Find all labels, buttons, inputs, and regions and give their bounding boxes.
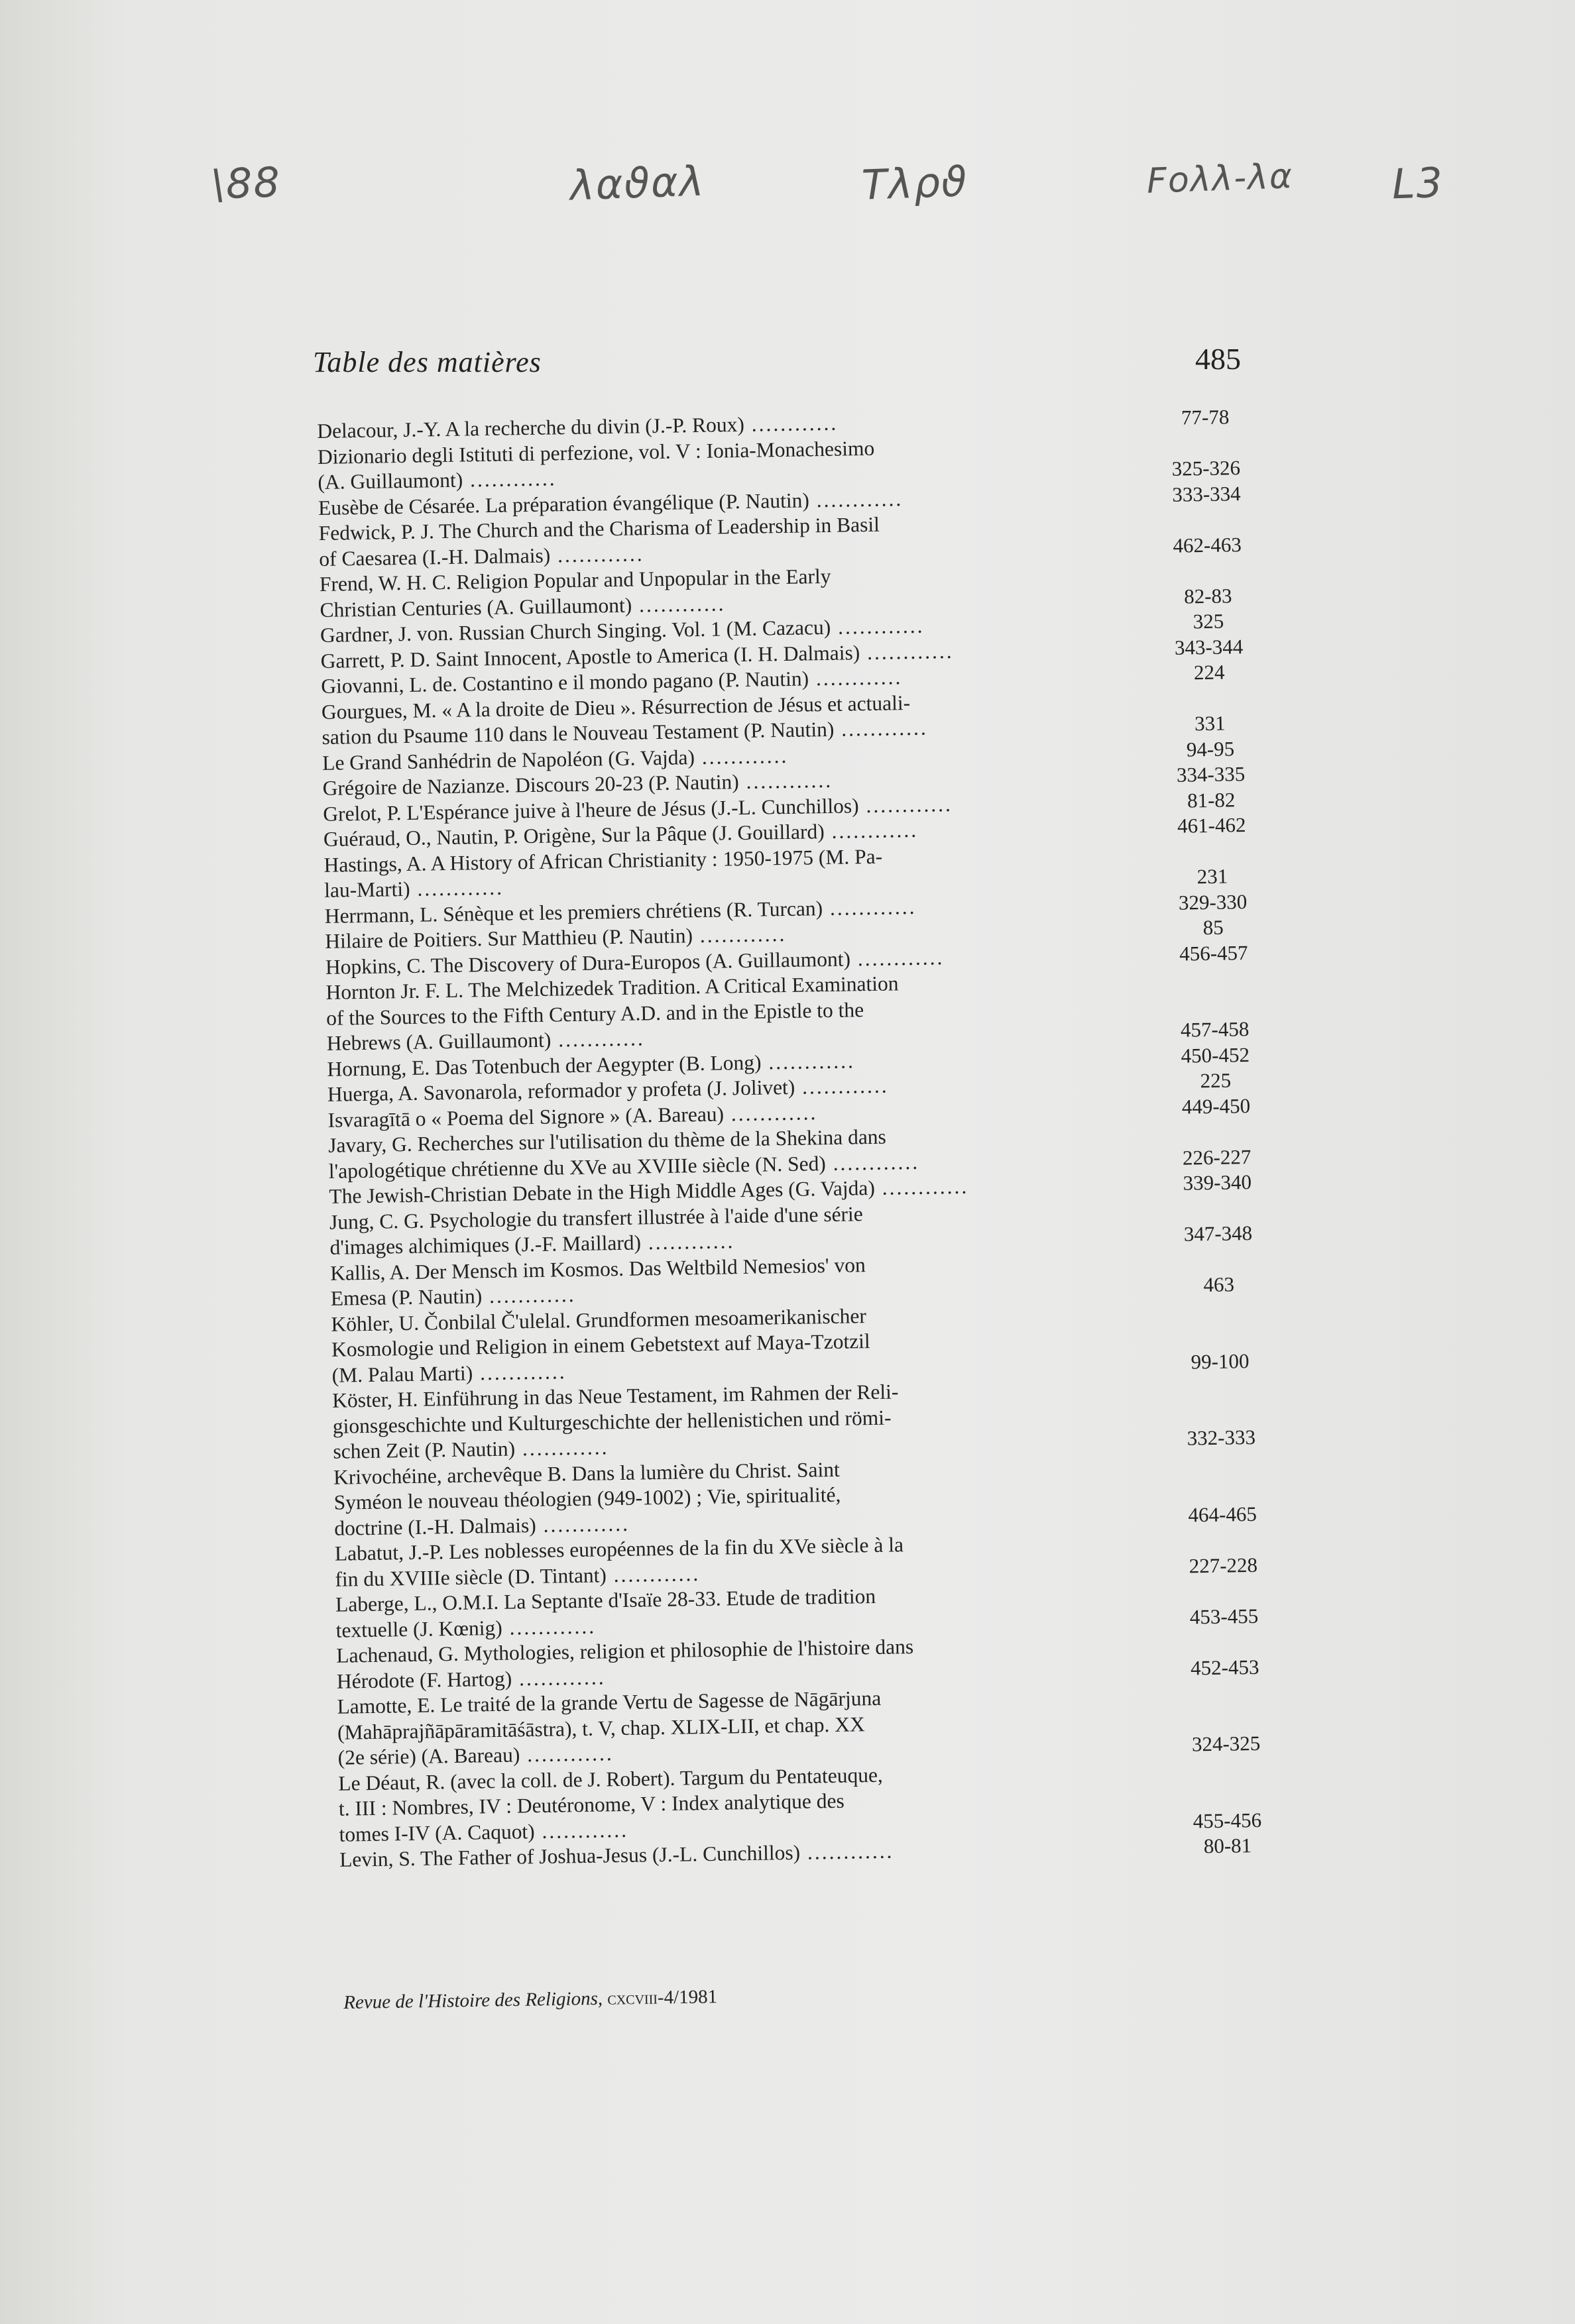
toc-entry-line: Guéraud, O., Nautin, P. Origène, Sur la Pâque (J. Gouillard) ............ [323,818,919,851]
dot-leader: ............ [606,1561,701,1586]
toc-entry-line: (A. Guillaumont) ............ [318,467,557,494]
toc-entry-text [325,967,1149,1056]
toc-entry-line: Le Grand Sanhédrin de Napoléon (G. Vajda) ............ [321,744,789,775]
dot-leader: ............ [794,1074,889,1099]
toc-entry-pages: 461-462 [1177,813,1246,838]
toc-entry-pages: 455-456 [1193,1808,1262,1832]
dot-leader: ............ [850,945,945,970]
toc-entry-text [337,1681,1160,1771]
dot-leader: ............ [809,486,904,512]
toc-entry [337,1679,1286,1771]
toc-entry-pages: 452-453 [1190,1655,1259,1680]
dot-leader: ............ [744,411,839,436]
toc-entry-line: (Mahāprajñāpāramitāśāstra), t. V, chap. XLIX-LII, et chap. XX [337,1712,865,1744]
toc-entry-pages: 463 [1203,1272,1235,1297]
toc-entry-line: doctrine (I.-H. Dalmais) ............ [334,1512,630,1540]
toc-entry-line: Frend, W. H. C. Religion Popular and Unpopular in the Early [319,564,831,596]
toc-entry-line: sation du Psaume 110 dans le Nouveau Testament (P. Nautin) ............ [321,716,929,749]
toc-entry-pages: 324-325 [1191,1731,1261,1756]
toc-entry-line: Kallis, A. Der Mensch im Kosmos. Das Weltbild Nemesios' von [329,1252,866,1285]
toc-entry-pages: 339-340 [1183,1170,1252,1195]
table-of-contents [317,404,1287,1873]
toc-entry-pages: 462-463 [1173,532,1242,557]
page-title: Table des matières [313,346,542,378]
toc-entry-line: lau-Marti) ............ [323,875,504,902]
toc-entry-line: Fedwick, P. J. The Church and the Charisma of Leadership in Basil [318,512,880,545]
toc-entry-line: Lamotte, E. Le traité de la grande Vertu de Sagesse de Nāgārjuna [337,1686,882,1718]
toc-entry-pages: 80-81 [1203,1834,1252,1858]
toc-entry-pages: 457-458 [1180,1017,1250,1042]
dot-leader: ............ [631,591,726,617]
toc-entry-line: Hornung, E. Das Totenbuch der Aegypter (B. Long) ............ [327,1048,856,1081]
toc-entry-pages: 325-326 [1171,456,1241,480]
toc-entry-pages: 231 [1196,864,1228,889]
toc-entry-line: textuelle (J. Kœnig) ............ [335,1614,597,1642]
toc-entry-pages: 449-450 [1181,1093,1251,1119]
toc-entry-line: d'images alchimiques (J.-F. Maillard) ............ [329,1229,735,1259]
toc-entry-line: Hilaire de Poitiers. Sur Matthieu (P. Nautin) ............ [325,922,787,953]
handwritten-annotation-2: λαϑαλ [569,156,706,210]
toc-entry [333,1450,1283,1541]
dot-leader: ............ [692,922,787,948]
toc-entry-text [331,1299,1154,1388]
toc-entry-line: (M. Palau Marti) ............ [331,1359,567,1387]
toc-entry-line: Hérodote (F. Hartog) ............ [336,1665,606,1693]
dot-leader: ............ [825,1150,920,1175]
toc-entry-line: Laberge, L., O.M.I. La Septante d'Isaïe 28-33. Etude de tradition [335,1584,876,1616]
toc-entry-line: (2e série) (A. Bareau) ............ [337,1742,614,1769]
dot-leader: ............ [640,1229,735,1254]
toc-entry-pages: 347-348 [1183,1221,1253,1246]
toc-entry [332,1373,1281,1465]
toc-entry-line: Javary, G. Recherches sur l'utilisation du thème de la Shekina dans [327,1125,887,1157]
toc-entry-line: Huerga, A. Savonarola, reformador y profeta (J. Jolivet) ............ [327,1074,889,1106]
toc-entry-pages: 225 [1200,1068,1232,1093]
toc-entry-line: gionsgeschichte und Kulturgeschichte der hellenistichen und römi- [332,1406,892,1438]
toc-entry-line: Hastings, A. A History of African Christianity : 1950-1975 (M. Pa- [323,844,883,877]
handwritten-annotation-5: L3 [1391,158,1445,209]
dot-leader: ............ [481,1283,576,1308]
page-number: 485 [1195,342,1241,376]
toc-entry-text [332,1375,1155,1465]
toc-entry-pages: 85 [1202,915,1224,940]
dot-leader: ............ [859,639,954,664]
toc-entry-line: Hopkins, C. The Discovery of Dura-Europos (A. Guillaumont) ............ [325,945,945,979]
handwritten-annotation-1: \88 [209,158,282,209]
toc-entry [338,1756,1287,1848]
toc-entry-line: Delacour, J.-Y. A la recherche du divin (J.-P. Roux) ............ [317,411,839,443]
dot-leader: ............ [834,716,929,741]
dot-leader: ............ [761,1048,856,1074]
page-footer [343,1986,717,2014]
toc-entry-line: Le Déaut, R. (avec la coll. de J. Robert). Targum du Pentateuque, [338,1763,884,1795]
toc-entry-line: Hebrews (A. Guillaumont) ............ [326,1026,645,1055]
toc-entry-pages: 82-83 [1183,583,1232,608]
toc-entry-line: Christian Centuries (A. Guillaumont) ............ [320,591,726,622]
toc-entry-pages: 227-228 [1189,1553,1258,1578]
dot-leader: ............ [511,1665,606,1690]
dot-leader: ............ [738,768,833,794]
toc-entry-pages: 334-335 [1176,762,1246,787]
toc-entry-line: Lachenaud, G. Mythologies, religion et philosophie de l'histoire dans [336,1635,914,1667]
toc-entry-line: Labatut, J.-P. Les noblesses européennes de la fin du XVe siècle à la [334,1533,904,1565]
toc-entry-line: Eusèbe de Césarée. La préparation évangélique (P. Nautin) ............ [318,486,904,520]
toc-entry-pages: 331 [1194,711,1226,736]
toc-entry-line: Emesa (P. Nautin) ............ [330,1283,576,1310]
toc-entry-line: schen Zeit (P. Nautin) ............ [333,1435,609,1463]
dot-leader: ............ [472,1359,567,1384]
toc-entry-pages: 77-78 [1181,405,1230,429]
dot-leader: ............ [536,1512,630,1537]
toc-entry-line: l'apologétique chrétienne du XVe au XVIIIe siècle (N. Sed) ............ [328,1150,920,1183]
dot-leader: ............ [520,1742,614,1767]
dot-leader: ............ [550,541,644,567]
toc-entry-line: Herrmann, L. Sénèque et les premiers chrétiens (R. Turcan) ............ [324,895,917,928]
footer-journal: Revue de l'Histoire des Religions, [343,1987,603,2013]
dot-leader: ............ [799,1839,894,1864]
dot-leader: ............ [534,1818,629,1843]
toc-entry-pages: 325 [1193,609,1224,634]
toc-entry-line: Dizionario degli Istituti di perfezione, vol. V : Ionia-Monachesimo [317,436,875,469]
toc-entry-pages: 450-452 [1181,1042,1250,1068]
toc-entry-line: Köster, H. Einführung in das Neue Testament, im Rahmen der Reli- [331,1380,899,1412]
dot-leader: ............ [874,1174,969,1199]
toc-entry-pages: 99-100 [1191,1349,1250,1373]
dot-leader: ............ [808,665,903,691]
dot-leader: ............ [410,875,504,901]
toc-entry [325,965,1275,1056]
toc-entry-line: Grelot, P. L'Espérance juive à l'heure de Jésus (J.-L. Cunchillos) ............ [323,792,953,826]
toc-entry-line: The Jewish-Christian Debate in the High Middle Ages (G. Vajda) ............ [329,1174,969,1208]
dot-leader: ............ [514,1435,609,1461]
toc-entry-line: Syméon le nouveau théologien (949-1002) ; Vie, spiritualité, [333,1482,841,1514]
dot-leader: ............ [830,614,925,639]
toc-entry-pages: 456-457 [1179,940,1248,966]
toc-entry-line: Giovanni, L. de. Costantino e il mondo pagano (P. Nautin) ............ [321,665,903,698]
toc-entry-pages: 224 [1193,660,1225,685]
toc-entry-text [333,1452,1157,1541]
toc-entry-pages: 333-334 [1171,481,1241,506]
dot-leader: ............ [462,467,557,492]
toc-entry-pages: 464-465 [1188,1502,1257,1527]
toc-entry-pages: 226-227 [1182,1144,1252,1170]
toc-entry-line: Kosmologie und Religion in einem Gebetstext auf Maya-Tzotzil [331,1329,870,1361]
dot-leader: ............ [824,818,919,844]
toc-entry-line: fin du XVIIIe siècle (D. Tintant) ............ [335,1561,701,1591]
toc-entry-text [338,1758,1161,1848]
toc-entry-line: Gardner, J. von. Russian Church Singing. Vol. 1 (M. Cazacu) ............ [320,614,925,647]
toc-entry-pages: 329-330 [1178,889,1248,914]
toc-entry-line: of the Sources to the Fifth Century A.D. and in the Epistle to the [325,997,864,1030]
handwritten-annotation-3: Tλρϑ [860,157,969,209]
toc-entry-line: of Caesarea (I.-H. Dalmais) ............ [319,541,644,571]
toc-entry-line: Garrett, P. D. Saint Innocent, Apostle to America (I. H. Dalmais) ............ [320,639,954,673]
dot-leader: ............ [858,792,953,817]
toc-entry-line: Köhler, U. Čonbilal Č'ulelal. Grundformen mesoamerikanischer [331,1303,867,1336]
toc-entry-line: Levin, S. The Father of Joshua-Jesus (J.-L. Cunchillos) ............ [339,1839,894,1871]
dot-leader: ............ [551,1026,645,1052]
toc-entry-line: Isvaragītā o « Poema del Signore » (A. Bareau) ............ [327,1100,818,1132]
toc-entry-pages: 94-95 [1186,736,1235,761]
dot-leader: ............ [694,744,789,769]
dot-leader: ............ [502,1614,597,1639]
toc-entry-pages: 332-333 [1187,1425,1256,1450]
toc-entry-line: Gourgues, M. « A la droite de Dieu ». Résurrection de Jésus et actuali- [321,691,911,724]
toc-entry-line: Grégoire de Nazianze. Discours 20-23 (P. Nautin) ............ [322,768,833,800]
handwritten-annotation-4: Foλλ-λα [1146,156,1295,201]
toc-entry-pages: 343-344 [1174,634,1244,659]
toc-entry [331,1297,1280,1388]
footer-issue: cxcviii-4/1981 [607,1986,718,2009]
page-header [313,341,1241,388]
toc-entry-pages: 81-82 [1187,787,1236,812]
dot-leader: ............ [822,895,917,920]
toc-entry-line: Krivochéine, archevêque B. Dans la lumière du Christ. Saint [333,1457,840,1489]
toc-entry-line: Jung, C. G. Psychologie du transfert illustrée à l'aide d'une série [329,1201,864,1234]
toc-entry-line: tomes I-IV (A. Caquot) ............ [339,1818,629,1846]
toc-entry-line: Hornton Jr. F. L. The Melchizedek Tradition. A Critical Examination [325,971,899,1004]
toc-entry-pages: 453-455 [1189,1604,1259,1629]
dot-leader: ............ [723,1100,818,1125]
toc-entry-line: t. III : Nombres, IV : Deutéronome, V : Index analytique des [338,1789,845,1820]
